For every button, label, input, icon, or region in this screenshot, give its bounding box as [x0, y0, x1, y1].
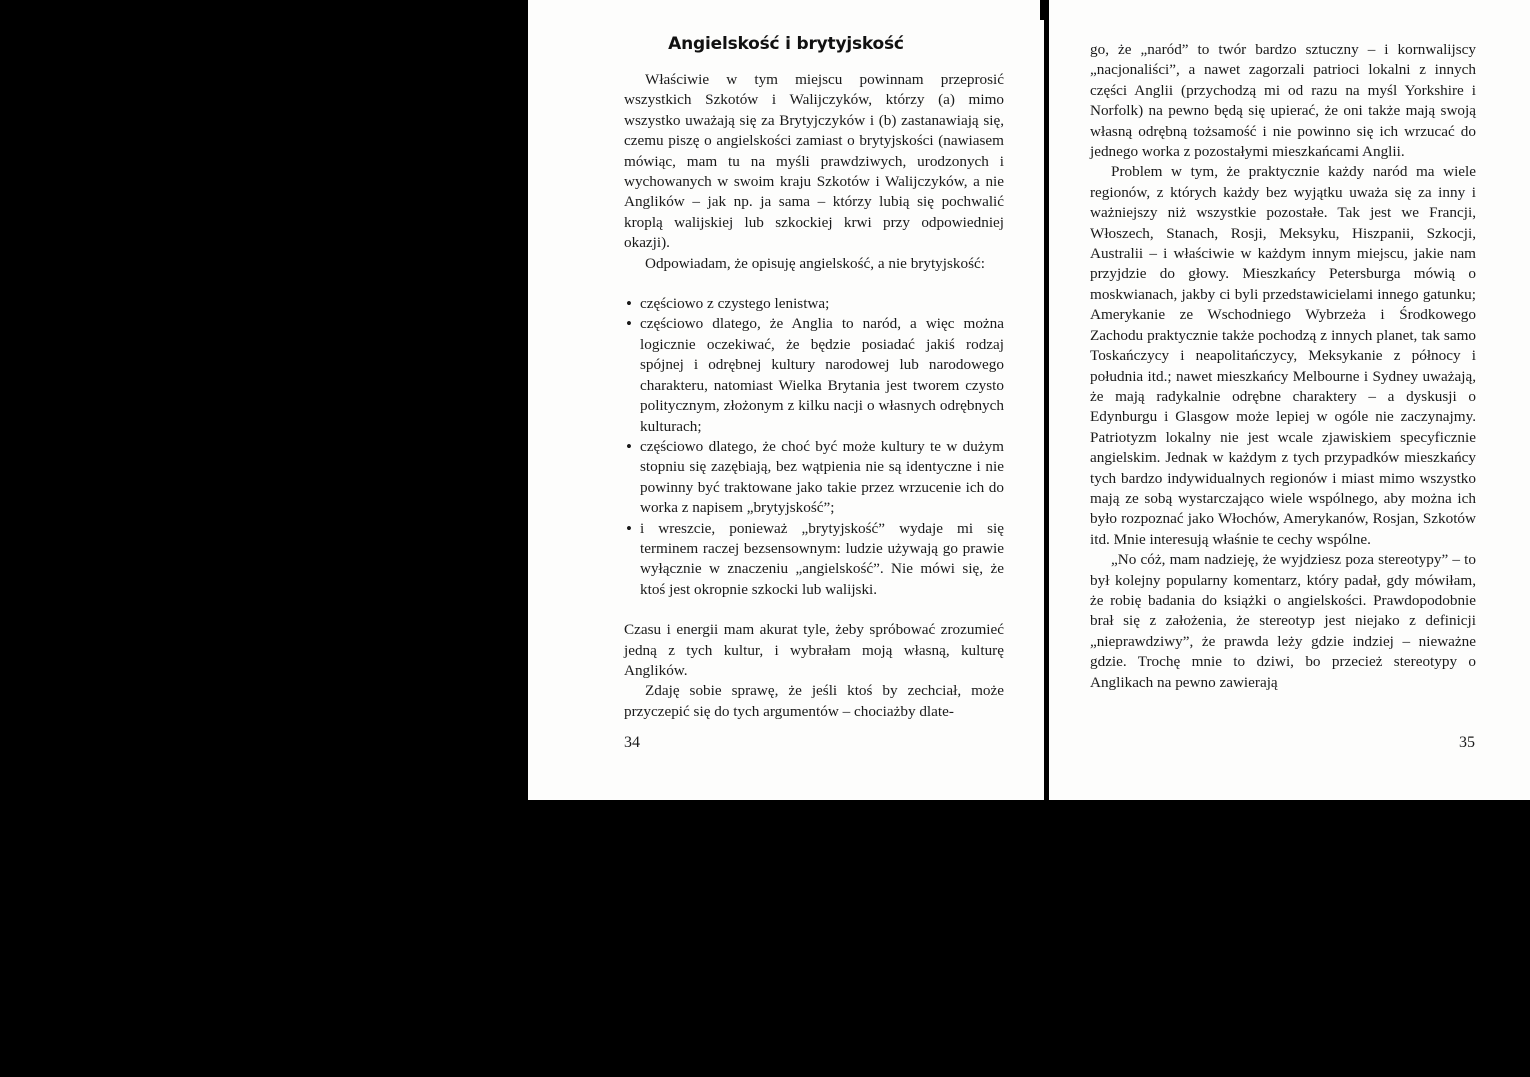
chapter-heading: Angielskość i brytyjskość: [668, 34, 904, 54]
bullet-item-1: • częściowo z czystego lenistwa;: [624, 294, 1004, 314]
left-page: [528, 0, 1044, 800]
bullet-item-4: • i wreszcie, ponieważ „brytyjskość” wydaje mi się terminem raczej bezsensownym: ludzie używają go prawie wyłącznie w znaczeniu „angielskość”. Nie mówi się, że ktoś jest okropnie szkocki lub walijski.: [624, 519, 1004, 601]
bullet-list: [624, 294, 1004, 600]
bullet-item-2: • częściowo dlatego, że Anglia to naród, a więc można logicznie oczekiwać, że będzie posiadać jakiś rodzaj spójnej i odrębnej kultury narodowej lub narodowego charakteru, natomiast Wielka Brytania jest tworem czysto politycznym, złożonym z kilku nacji o własnych odrębnych kulturach;: [624, 314, 1004, 436]
left-paragraph-2: Odpowiadam, że opisuję angielskość, a nie brytyjskość:: [645, 254, 985, 272]
right-page-body: [1090, 40, 1476, 693]
right-paragraph-2: Problem w tym, że praktycznie każdy naród ma wiele regionów, z których każdy bez wyjątku uważa się za inny i ważniejszy niż wszystkie pozostałe. Tak jest we Francji, Włoszech, Stanach, Rosji, Meksyku, Hiszpanii, Szkocji, Australii – i właściwie w każdym innym miejscu, jakie nam przyjdzie do głowy. Mieszkańcy Petersburga mówią o moskwianach, jakby ci byli przedstawicielami innego gatunku; Amerykanie ze Wschodniego Wybrzeża i Środkowego Zachodu praktycznie także pochodzą z innych planet, tak samo Toskańczycy i neapolitańczycy, Meksykanie z północy i południa itd.; nawet mieszkańcy Melbourne i Sydney uważają, że mają radykalnie odrębne charaktery – a dyskusji o Edynburgu i Glasgow może lepiej w ogóle nie zaczynajmy. Patriotyzm lokalny nie jest wcale zjawiskiem specyficznie angielskim. Jednak w każdym z tych przypadków mieszkańcy tych bardzo indywidualnych regionów i miast mimo wszystko mają ze sobą wystarczająco wiele wspólnego, aby można ich było rozpoznać jako Włochów, Amerykanów, Rosjan, Szkotów itd. Mnie interesują właśnie te cechy wspólne.: [1090, 163, 1476, 548]
left-paragraph-3: Czasu i energii mam akurat tyle, żeby spróbować zrozumieć jedną z tych kultur, i wybrałam moją własną, kulturę Anglików.: [624, 621, 1004, 679]
right-paragraph-1: go, że „naród” to twór bardzo sztuczny – i kornwalijscy „nacjonaliści”, a nawet zagorzali patrioci lokalni z innych części Anglii (przychodzą mi od razu na myśl Yorkshire i Norfolk) na pewno będą się upierać, że oni także mają swoją własną odrębną tożsamość i nie powinno się ich wrzucać do jednego worka z pozostałymi mieszkańcami Anglii.: [1090, 41, 1476, 161]
right-page: [1049, 0, 1530, 800]
bullet-item-3: • częściowo dlatego, że choć być może kultury te w dużym stopniu się zazębiają, bez wątpienia nie są identyczne i nie powinny być traktowane jako takie przez wrzucenie ich do worka z napisem „brytyjskość”;: [624, 437, 1004, 519]
left-page-body: [624, 70, 1004, 722]
page-number-left: 34: [624, 734, 640, 751]
right-paragraph-3: „No cóż, mam nadzieję, że wyjdziesz poza stereotypy” – to był kolejny popularny komentarz, który padał, gdy mówiłam, że robię badania do książki o angielskości. Prawdopodobnie brał się z założenia, że stereotyp jest niejako z definicji „nieprawdziwy”, że prawda leży gdzie indziej – nieważne gdzie. Trochę mnie to dziwi, bo przecież stereotypy o Anglikach na pewno zawierają: [1090, 551, 1476, 691]
page-number-right: 35: [1459, 734, 1475, 751]
left-paragraph-4: Zdaję sobie sprawę, że jeśli ktoś by zechciał, może przyczepić się do tych argumentów – chociażby dlate-: [624, 682, 1004, 720]
left-paragraph-1: Właściwie w tym miejscu powinnam przeprosić wszystkich Szkotów i Walijczyków, którzy (a) mimo wszystko uważają się za Brytyjczyków i (b) zastanawiają się, czemu piszę o angielskości zamiast o brytyjskości (nawiasem mówiąc, mam tu na myśli prawdziwych, urodzonych i wychowanych w swoim kraju Szkotów i Walijczyków, a nie Anglików – jak np. ja sama – którzy lubią się pochwalić kroplą walijskiej lub szkockiej krwi przy odpowiedniej okazji).: [624, 71, 1004, 252]
